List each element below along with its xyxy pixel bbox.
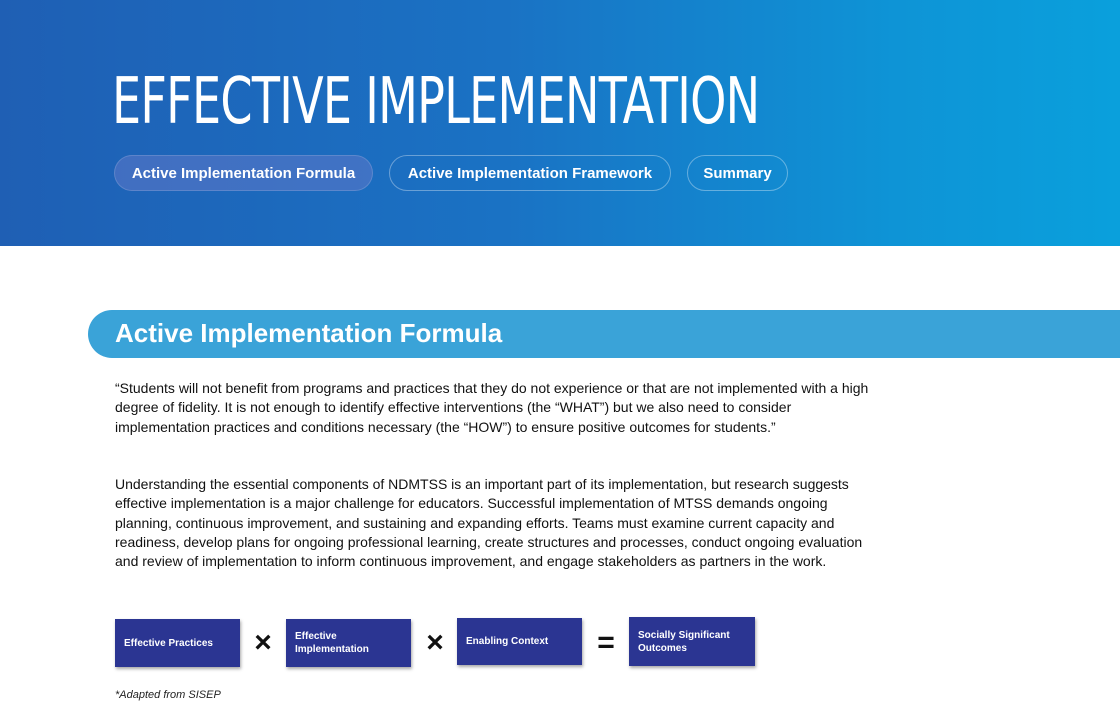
section-title: Active Implementation Formula <box>115 318 503 348</box>
formula-box-effective-implementation: Effective Implementation <box>286 619 411 667</box>
tab-active-implementation-framework[interactable]: Active Implementation Framework <box>389 155 671 191</box>
page-title: EFFECTIVE IMPLEMENTATION <box>112 65 760 139</box>
multiply-operator: × <box>254 626 272 659</box>
tab-summary[interactable]: Summary <box>687 155 788 191</box>
quote-paragraph: “Students will not benefit from programs and practices that they do not experience or that are not implemented with a high degree of fidelity. It is not enough to identify effective interventions (the “WHAT”) but we also need to consider implementation practices and conditions necessary (the “HOW”) to ensure positive outcomes for students.” <box>115 380 869 435</box>
formula-box-socially-significant-outcomes: Socially Significant Outcomes <box>629 617 755 666</box>
section-header <box>88 310 1120 358</box>
source-footnote: *Adapted from SISEP <box>115 689 221 701</box>
formula-box-enabling-context: Enabling Context <box>457 618 582 665</box>
equals-operator: = <box>597 626 615 659</box>
implementation-formula <box>115 617 765 669</box>
multiply-operator: × <box>426 626 444 659</box>
tab-active-implementation-formula[interactable]: Active Implementation Formula <box>114 155 373 191</box>
body-paragraph: Understanding the essential components of NDMTSS is an important part of its implementation, but research suggests effective implementation is a major challenge for educators. Successful implementation of MTSS demands ongoing planning, continuous improvement, and sustaining and expanding efforts. Teams must examine current capacity and readiness, develop plans for ongoing professional learning, create structures and processes, conduct ongoing evaluation and review of implementation to inform continuous improvement, and engage stakeholders as partners in the work. <box>115 476 863 570</box>
hero-banner <box>0 0 1120 246</box>
formula-box-effective-practices: Effective Practices <box>115 619 240 667</box>
